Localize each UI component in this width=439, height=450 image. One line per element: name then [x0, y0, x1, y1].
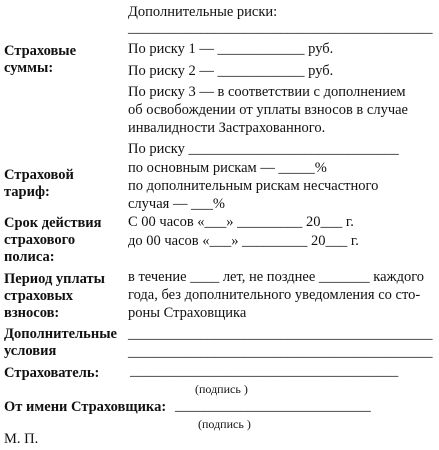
extra-label-line2: условия [4, 343, 57, 359]
period-line2: года, без дополнительного уведомления со сто- [128, 287, 421, 303]
policyholder-label: Страхователь: [4, 365, 100, 381]
risk-1-line: По риску 1 — ____________ руб. [128, 41, 334, 57]
insurer-signature-line: ___________________________ [175, 398, 371, 414]
extra-label-line1: Дополнительные [4, 326, 117, 342]
period-label-line2: страховых [4, 288, 74, 304]
insurer-label: От имени Страховщика: [4, 399, 167, 415]
sums-label-line2: суммы: [4, 60, 54, 76]
additional-risks-line: __________________________________________ [128, 20, 433, 36]
period-line1: в течение ____ лет, не позднее _______ каждого [128, 269, 425, 285]
term-end: до 00 часов «___» _________ 20___ г. [128, 233, 359, 249]
policyholder-signature-line: _____________________________________ [130, 363, 399, 379]
risk-2-line: По риску 2 — ____________ руб. [128, 63, 334, 79]
policyholder-signature-caption: (подпись ) [195, 382, 248, 396]
additional-risks-heading: Дополнительные риски: [128, 4, 278, 20]
tariff-additional-line1: по дополнительным рискам несчастного [128, 178, 379, 194]
extra-conditions-line1: __________________________________________ [128, 326, 433, 342]
risk-3-line3: инвалидности Застрахованного. [128, 120, 326, 136]
stamp-place: М. П. [4, 431, 39, 447]
insurer-signature-caption: (подпись ) [198, 417, 251, 431]
extra-conditions-line2: __________________________________________ [128, 344, 433, 360]
sums-label-line1: Страховые [4, 43, 77, 59]
tariff-label-line1: Страховой [4, 167, 74, 183]
period-label-line3: взносов: [4, 305, 60, 321]
period-line3: роны Страховщика [128, 305, 247, 321]
risk-other-line: По риску _____________________________ [128, 141, 399, 157]
term-label-line2: страхового [4, 232, 76, 248]
period-label-line1: Период уплаты [4, 271, 105, 287]
term-label-line1: Срок действия [4, 215, 102, 231]
term-start: С 00 часов «___» _________ 20___ г. [128, 214, 354, 230]
tariff-main: по основным рискам — _____% [128, 160, 327, 176]
risk-3-line1: По риску 3 — в соответствии с дополнением [128, 84, 406, 100]
tariff-label-line2: тариф: [4, 184, 50, 200]
term-label-line3: полиса: [4, 249, 55, 265]
risk-3-line2: об освобождении от уплаты взносов в случае [128, 102, 408, 118]
tariff-additional-line2: случая — ___% [128, 196, 225, 212]
